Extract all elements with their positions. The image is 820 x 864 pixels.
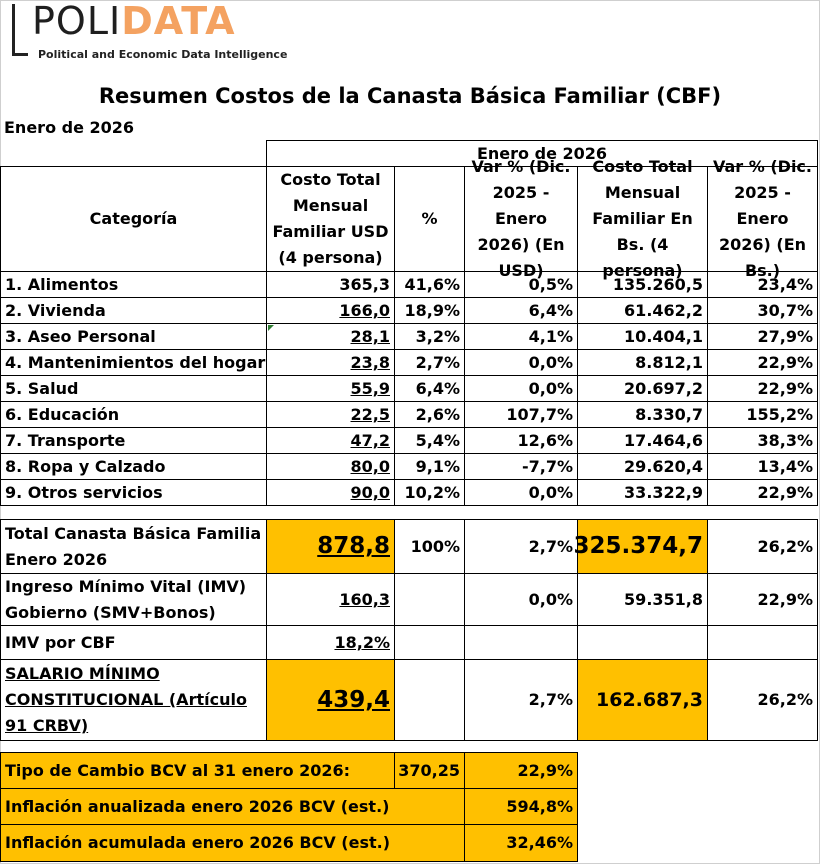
row-var-usd: 0,0% [464,349,578,376]
imv-var-usd: 0,0% [464,573,578,626]
imv-var-bs: 22,9% [707,573,818,626]
row-cost-usd: 23,8 [266,349,395,376]
total-var-usd: 2,7% [464,519,578,574]
total-label: Total Canasta Básica Familia Enero 2026 [0,519,267,574]
row-var-bs: 23,4% [707,271,818,298]
row-pct: 2,6% [394,401,465,428]
total-cost-usd: 878,8 [266,519,395,574]
imv-cbf-empty-4 [707,625,818,660]
imv-cbf-label: IMV por CBF [0,625,267,660]
row-var-usd: 0,0% [464,375,578,402]
group-header: Enero de 2026 [266,140,818,167]
row-cost-usd: 166,0 [266,297,395,324]
inflation-annual-label: Inflación anualizada enero 2026 BCV (est.) [0,788,465,825]
inflation-accum-value: 32,46% [464,824,578,862]
row-var-bs: 22,9% [707,479,818,506]
row-category: 1. Alimentos [0,271,267,298]
row-var-bs: 38,3% [707,427,818,454]
logo-mark [12,4,28,56]
row-category: 4. Mantenimientos del hogar [0,349,267,376]
logo-wordmark [32,0,236,42]
header-var-usd: Var % (Dic. 2025 - Enero 2026) (En USD) [464,166,578,272]
row-cost-bs: 61.462,2 [577,297,708,324]
row-cost-usd: 28,1 [266,323,395,350]
page-title: Resumen Costos de la Canasta Básica Familiar (CBF) [98,84,722,108]
imv-cbf-empty-3 [577,625,708,660]
row-pct: 10,2% [394,479,465,506]
row-var-usd: 4,1% [464,323,578,350]
row-pct: 18,9% [394,297,465,324]
report-date: Enero de 2026 [4,118,135,137]
header-cost-usd: Costo Total Mensual Familiar USD (4 persona) [266,166,395,272]
header-pct: % [394,166,465,272]
row-var-usd: 0,5% [464,271,578,298]
header-cost-bs: Costo Total Mensual Familiar En Bs. (4 persona) [577,166,708,272]
row-cost-bs: 8.812,1 [577,349,708,376]
row-pct: 9,1% [394,453,465,480]
row-cost-bs: 8.330,7 [577,401,708,428]
row-category: 5. Salud [0,375,267,402]
total-pct: 100% [394,519,465,574]
row-var-usd: 12,6% [464,427,578,454]
row-category: 8. Ropa y Calzado [0,453,267,480]
imv-cbf-empty-2 [464,625,578,660]
row-var-bs: 22,9% [707,349,818,376]
row-var-bs: 22,9% [707,375,818,402]
row-cost-bs: 20.697,2 [577,375,708,402]
salario-pct-empty [394,659,465,741]
total-var-bs: 26,2% [707,519,818,574]
inflation-accum-label: Inflación acumulada enero 2026 BCV (est.) [0,824,465,862]
salario-cost-bs: 162.687,3 [577,659,708,741]
row-cost-bs: 29.620,4 [577,453,708,480]
row-cost-usd: 365,3 [266,271,395,298]
row-var-usd: -7,7% [464,453,578,480]
row-cost-bs: 10.404,1 [577,323,708,350]
imv-label: Ingreso Mínimo Vital (IMV) Gobierno (SMV+Bonos) [0,573,267,626]
salario-label: SALARIO MÍNIMO CONSTITUCIONAL (Artículo 91 CRBV) [0,659,267,741]
row-cost-usd: 90,0 [266,479,395,506]
row-pct: 5,4% [394,427,465,454]
row-cost-bs: 33.322,9 [577,479,708,506]
row-category: 2. Vivienda [0,297,267,324]
salario-cost-usd: 439,4 [266,659,395,741]
salario-var-bs: 26,2% [707,659,818,741]
row-pct: 6,4% [394,375,465,402]
row-category: 3. Aseo Personal [0,323,267,350]
header-var-bs: Var % (Dic. 2025 - Enero 2026) (En Bs.) [707,166,818,272]
row-cost-bs: 135.260,5 [577,271,708,298]
imv-cbf-value: 18,2% [266,625,395,660]
row-category: 9. Otros servicios [0,479,267,506]
imv-pct-empty [394,573,465,626]
row-var-usd: 0,0% [464,479,578,506]
header-category: Categoría [0,166,267,272]
row-category: 6. Educación [0,401,267,428]
total-cost-bs: 325.374,7 [577,519,708,574]
salario-var-usd: 2,7% [464,659,578,741]
logo-tagline: Political and Economic Data Intelligence [38,48,288,61]
row-cost-bs: 17.464,6 [577,427,708,454]
logo-poli: POLI [32,0,122,43]
exchange-rate: 370,25 [394,752,465,789]
row-pct: 3,2% [394,323,465,350]
row-pct: 2,7% [394,349,465,376]
imv-cbf-empty-1 [394,625,465,660]
imv-cost-usd: 160,3 [266,573,395,626]
exchange-var: 22,9% [464,752,578,789]
logo-data: DATA [121,0,236,43]
row-category: 7. Transporte [0,427,267,454]
row-var-usd: 6,4% [464,297,578,324]
row-var-usd: 107,7% [464,401,578,428]
row-var-bs: 30,7% [707,297,818,324]
row-var-bs: 27,9% [707,323,818,350]
row-var-bs: 155,2% [707,401,818,428]
row-cost-usd: 22,5 [266,401,395,428]
row-cost-usd: 55,9 [266,375,395,402]
row-var-bs: 13,4% [707,453,818,480]
exchange-label: Tipo de Cambio BCV al 31 enero 2026: [0,752,395,789]
inflation-annual-value: 594,8% [464,788,578,825]
row-cost-usd: 47,2 [266,427,395,454]
row-cost-usd: 80,0 [266,453,395,480]
row-pct: 41,6% [394,271,465,298]
imv-cost-bs: 59.351,8 [577,573,708,626]
